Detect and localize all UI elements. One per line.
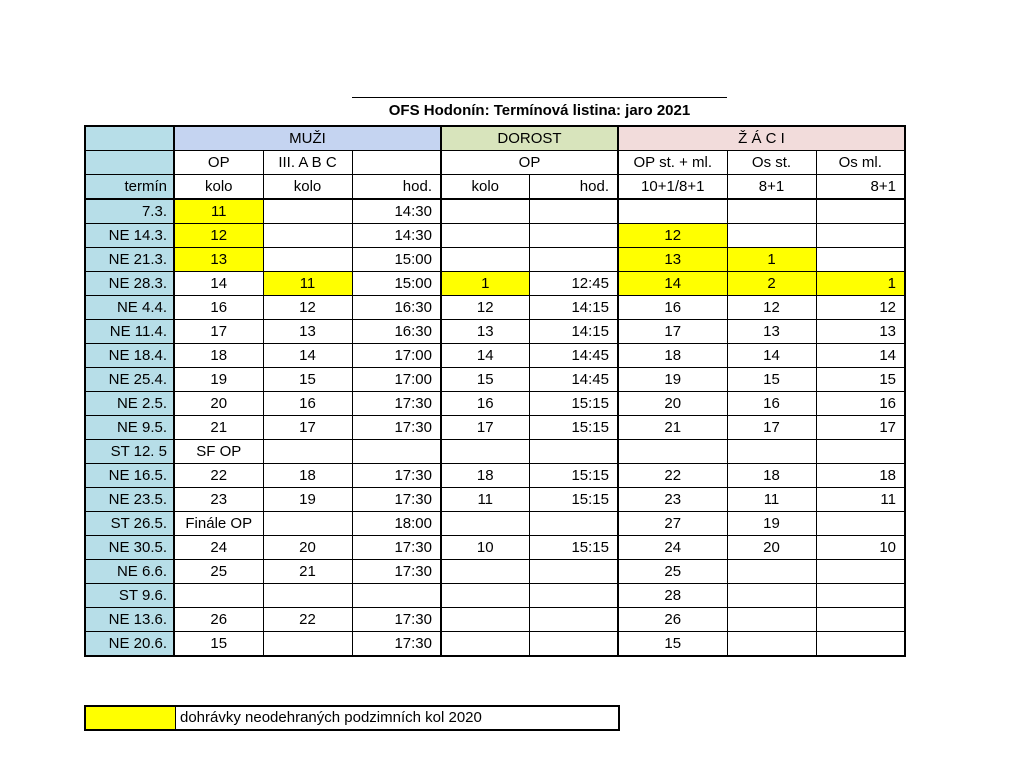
table-cell [529, 440, 618, 464]
table-cell [727, 199, 816, 224]
table-cell: 17:30 [352, 632, 441, 657]
table-cell: 15:00 [352, 272, 441, 296]
column-header: hod. [352, 175, 441, 200]
table-cell: 10 [441, 536, 529, 560]
date-cell: NE 21.3. [85, 248, 174, 272]
table-cell [618, 440, 727, 464]
table-cell: 22 [174, 464, 263, 488]
table-cell: 19 [618, 368, 727, 392]
group-dorost: DOROST [441, 126, 618, 151]
table-cell [441, 512, 529, 536]
column-header: 10+1/8+1 [618, 175, 727, 200]
date-cell: ST 26.5. [85, 512, 174, 536]
date-cell: NE 18.4. [85, 344, 174, 368]
date-cell: NE 16.5. [85, 464, 174, 488]
table-row [85, 416, 905, 440]
table-cell: 22 [263, 608, 352, 632]
table-cell: 15 [263, 368, 352, 392]
table-row [85, 224, 905, 248]
table-cell: 25 [618, 560, 727, 584]
table-cell [816, 632, 905, 657]
table-cell [263, 584, 352, 608]
subheader-cell [85, 151, 174, 175]
table-cell: 18 [174, 344, 263, 368]
table-row [85, 584, 905, 608]
table-cell: 14:45 [529, 368, 618, 392]
date-cell: NE 9.5. [85, 416, 174, 440]
table-cell: 15:00 [352, 248, 441, 272]
table-cell: 17:30 [352, 416, 441, 440]
table-cell: 28 [618, 584, 727, 608]
table-cell: 14:15 [529, 296, 618, 320]
date-cell: NE 2.5. [85, 392, 174, 416]
table-cell [618, 199, 727, 224]
table-cell: 14:45 [529, 344, 618, 368]
table-cell [263, 224, 352, 248]
table-cell: 14:30 [352, 199, 441, 224]
legend-text: dohrávky neodehraných podzimních kol 2020 [180, 709, 482, 726]
table-cell: 13 [174, 248, 263, 272]
table-row [85, 296, 905, 320]
table-cell: 16 [618, 296, 727, 320]
table-cell: 13 [727, 320, 816, 344]
table-cell: 26 [174, 608, 263, 632]
table-cell: 2 [727, 272, 816, 296]
table-cell: 14:30 [352, 224, 441, 248]
table-cell [529, 512, 618, 536]
table-cell: 16 [441, 392, 529, 416]
table-cell: 17:30 [352, 536, 441, 560]
table-row [85, 464, 905, 488]
table-row [85, 512, 905, 536]
column-header-row [85, 175, 905, 200]
table-cell: 17 [727, 416, 816, 440]
table-cell: 16:30 [352, 320, 441, 344]
table-cell: 18 [441, 464, 529, 488]
table-cell: 17 [263, 416, 352, 440]
table-cell: 16 [263, 392, 352, 416]
table-cell: 20 [727, 536, 816, 560]
table-cell: 27 [618, 512, 727, 536]
table-cell [263, 248, 352, 272]
date-cell: NE 20.6. [85, 632, 174, 657]
column-header-termin: termín [85, 175, 174, 200]
subheader-cell: Os ml. [816, 151, 905, 175]
table-cell [529, 224, 618, 248]
table-cell: 12:45 [529, 272, 618, 296]
table-row [85, 368, 905, 392]
subheader-cell: OP st. + ml. [618, 151, 727, 175]
table-cell: 11 [727, 488, 816, 512]
table-cell: 20 [174, 392, 263, 416]
date-cell: 7.3. [85, 199, 174, 224]
table-cell: 22 [618, 464, 727, 488]
table-cell: 16 [816, 392, 905, 416]
table-cell: 17 [441, 416, 529, 440]
table-cell: 16 [727, 392, 816, 416]
table-row [85, 199, 905, 224]
legend-swatch-yellow [86, 707, 176, 729]
table-cell [816, 512, 905, 536]
table-cell: 17:00 [352, 344, 441, 368]
table-cell: 12 [263, 296, 352, 320]
table-cell: 17 [618, 320, 727, 344]
table-cell [263, 440, 352, 464]
table-cell: 17:30 [352, 488, 441, 512]
date-cell: NE 6.6. [85, 560, 174, 584]
table-cell: 17:30 [352, 608, 441, 632]
table-cell: 12 [618, 224, 727, 248]
subheader-cell [352, 151, 441, 175]
table-row [85, 272, 905, 296]
table-cell: 11 [174, 199, 263, 224]
table-cell [441, 584, 529, 608]
table-cell [263, 199, 352, 224]
table-cell [816, 248, 905, 272]
table-cell: 14 [263, 344, 352, 368]
table-cell [816, 560, 905, 584]
table-cell [441, 608, 529, 632]
table-cell [529, 584, 618, 608]
table-cell: 17 [816, 416, 905, 440]
legend-box [84, 705, 620, 731]
table-cell [263, 632, 352, 657]
table-cell: 23 [174, 488, 263, 512]
table-cell: 13 [816, 320, 905, 344]
table-cell [816, 440, 905, 464]
table-cell: 15 [727, 368, 816, 392]
table-cell: 17:30 [352, 392, 441, 416]
subheader-cell: III. A B C [263, 151, 352, 175]
table-cell: 17:30 [352, 464, 441, 488]
table-cell [727, 608, 816, 632]
date-cell: NE 23.5. [85, 488, 174, 512]
header-corner-cell [85, 126, 174, 151]
table-cell [816, 199, 905, 224]
table-cell [441, 440, 529, 464]
table-cell: 20 [618, 392, 727, 416]
page-title: OFS Hodonín: Termínová listina: jaro 2021 [388, 102, 691, 119]
table-cell: 20 [263, 536, 352, 560]
column-header: hod. [529, 175, 618, 200]
date-cell: NE 30.5. [85, 536, 174, 560]
table-cell [727, 584, 816, 608]
table-cell [529, 560, 618, 584]
subheader-cell: OP [441, 151, 618, 175]
table-cell: 18 [618, 344, 727, 368]
table-cell [441, 632, 529, 657]
table-cell: 24 [174, 536, 263, 560]
table-cell [441, 560, 529, 584]
table-cell: 15:15 [529, 392, 618, 416]
date-cell: ST 9.6. [85, 584, 174, 608]
table-cell [529, 248, 618, 272]
table-cell [727, 224, 816, 248]
table-cell: 12 [727, 296, 816, 320]
table-cell: 17 [174, 320, 263, 344]
table-cell [352, 584, 441, 608]
table-cell: 14 [816, 344, 905, 368]
date-cell: NE 14.3. [85, 224, 174, 248]
table-cell: 12 [174, 224, 263, 248]
table-cell: 18 [727, 464, 816, 488]
group-muzi: MUŽI [174, 126, 441, 151]
table-cell: 12 [441, 296, 529, 320]
table-cell: 18:00 [352, 512, 441, 536]
table-cell: 21 [174, 416, 263, 440]
table-cell [263, 512, 352, 536]
table-cell: 1 [727, 248, 816, 272]
table-cell: 14 [618, 272, 727, 296]
table-cell: 14 [727, 344, 816, 368]
table-cell [529, 632, 618, 657]
schedule-table [84, 125, 906, 657]
date-cell: ST 12. 5 [85, 440, 174, 464]
table-cell: 15:15 [529, 464, 618, 488]
table-cell: 1 [441, 272, 529, 296]
table-cell: 11 [263, 272, 352, 296]
table-row [85, 440, 905, 464]
table-cell: 13 [441, 320, 529, 344]
table-cell: Finále OP [174, 512, 263, 536]
table-cell: 14 [441, 344, 529, 368]
table-cell: 11 [816, 488, 905, 512]
table-row [85, 560, 905, 584]
table-cell: 19 [174, 368, 263, 392]
table-cell [529, 608, 618, 632]
table-cell: 25 [174, 560, 263, 584]
date-cell: NE 11.4. [85, 320, 174, 344]
table-cell: 18 [263, 464, 352, 488]
table-cell: 1 [816, 272, 905, 296]
table-cell: 21 [263, 560, 352, 584]
table-cell [816, 584, 905, 608]
table-cell: 12 [816, 296, 905, 320]
table-cell [441, 199, 529, 224]
table-cell: 14 [174, 272, 263, 296]
table-cell [727, 440, 816, 464]
table-row [85, 632, 905, 657]
column-header: kolo [441, 175, 529, 200]
table-cell: 13 [263, 320, 352, 344]
table-cell [441, 224, 529, 248]
table-cell: 18 [816, 464, 905, 488]
table-cell [174, 584, 263, 608]
table-cell: 15 [816, 368, 905, 392]
table-cell: 15 [618, 632, 727, 657]
date-cell: NE 13.6. [85, 608, 174, 632]
group-zaci: Ž Á C I [618, 126, 905, 151]
table-cell [529, 199, 618, 224]
table-cell [727, 632, 816, 657]
date-cell: NE 28.3. [85, 272, 174, 296]
table-cell: 15 [441, 368, 529, 392]
table-row [85, 488, 905, 512]
table-cell: 15 [174, 632, 263, 657]
group-header-row [85, 126, 905, 151]
column-header: 8+1 [816, 175, 905, 200]
table-cell: 14:15 [529, 320, 618, 344]
table-cell: 11 [441, 488, 529, 512]
table-row [85, 344, 905, 368]
subheader-cell: OP [174, 151, 263, 175]
table-cell: 17:00 [352, 368, 441, 392]
table-cell: 19 [727, 512, 816, 536]
date-cell: NE 25.4. [85, 368, 174, 392]
table-cell [727, 560, 816, 584]
column-header: kolo [263, 175, 352, 200]
table-cell: 16 [174, 296, 263, 320]
table-cell: 19 [263, 488, 352, 512]
table-cell [441, 248, 529, 272]
subheader-row [85, 151, 905, 175]
table-cell: 26 [618, 608, 727, 632]
table-row [85, 248, 905, 272]
table-row [85, 536, 905, 560]
column-header: kolo [174, 175, 263, 200]
title-overline [352, 97, 727, 98]
table-cell: 15:15 [529, 488, 618, 512]
table-row [85, 320, 905, 344]
column-header: 8+1 [727, 175, 816, 200]
table-cell: SF OP [174, 440, 263, 464]
table-cell: 10 [816, 536, 905, 560]
table-cell [816, 608, 905, 632]
subheader-cell: Os st. [727, 151, 816, 175]
table-cell: 15:15 [529, 416, 618, 440]
table-row [85, 392, 905, 416]
table-cell: 13 [618, 248, 727, 272]
table-cell [352, 440, 441, 464]
table-cell: 23 [618, 488, 727, 512]
table-cell: 17:30 [352, 560, 441, 584]
table-cell: 15:15 [529, 536, 618, 560]
table-cell: 16:30 [352, 296, 441, 320]
table-row [85, 608, 905, 632]
date-cell: NE 4.4. [85, 296, 174, 320]
table-cell: 21 [618, 416, 727, 440]
table-cell [816, 224, 905, 248]
table-cell: 24 [618, 536, 727, 560]
